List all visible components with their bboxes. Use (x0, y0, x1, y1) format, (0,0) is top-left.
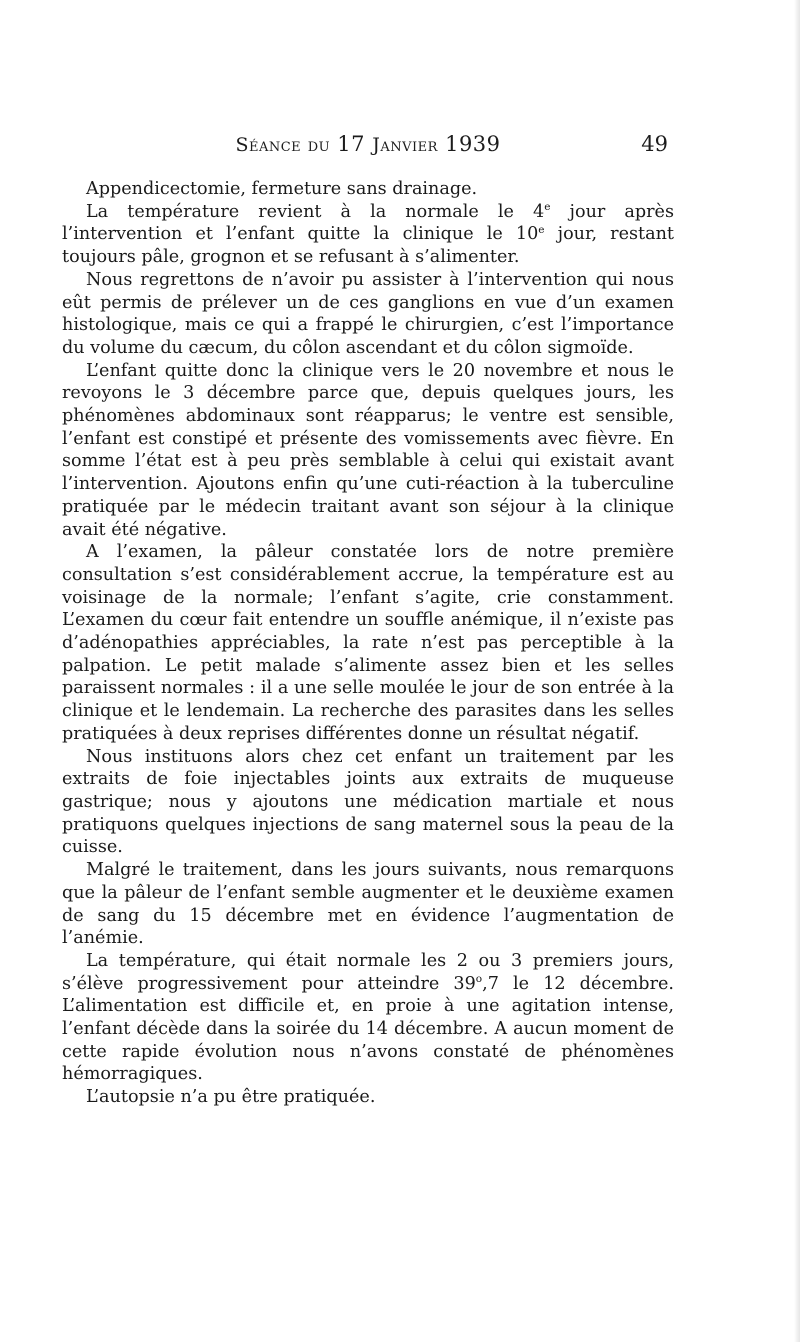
body-text (62, 178, 674, 1109)
paragraph-1: Appendicectomie, fermeture sans drainage. (86, 179, 478, 199)
paragraph-8-part-1: La température, qui était normale les 2 ou 3 premiers jours, s’élève progressivement pour atteindre 39 (62, 950, 674, 994)
paragraph-5: A l’examen, la pâleur constatée lors de notre première consultation s’est considérablement accrue, la température est au voisinage de la normale; l’enfant s’agite, crie constamment. L’examen du cœur fait entendre un souffle anémique, il n’existe pas d’adénopathies appréciables, la rate n’est pas perceptible à la palpation. Le petit malade s’alimente assez bien et les selles paraissent normales : il a une selle moulée le jour de son entrée à la clinique et le lendemain. La recherche des parasites dans les selles pratiquées à deux reprises différentes donne un résultat négatif. (62, 542, 674, 744)
paragraph-2-part-2: jour après l’intervention et l’enfant quitte la clinique le 10 (62, 201, 675, 245)
title-year: 1939 (445, 132, 501, 156)
paragraph-8-part-2: ,7 le 12 décembre. L’alimentation est difficile et, en proie à une agitation intense, l’enfant décède dans la soirée du 14 décembre. A aucun moment de cette rapide évolution nous n’avons constaté de phénomènes hémorragiques. (62, 973, 674, 1085)
paragraph-2-part-3: jour, restant toujours pâle, grognon et se refusant à s’alimenter. (62, 224, 674, 268)
paragraph-2-sup-1: e (544, 201, 551, 214)
paragraph-6: Nous instituons alors chez cet enfant un traitement par les extraits de foie injectables joints aux extraits de muqueuse gastrique; nous y ajoutons une médication martiale et nous pratiquons quelques injections de sang maternel sous la peau de la cuisse. (62, 746, 674, 858)
paragraph-8 (62, 950, 674, 1086)
paragraph-8-sup-1: o (475, 973, 483, 986)
paragraph-2-part-1: La température revient à la normale le 4 (86, 201, 545, 222)
title-day: 17 (337, 132, 366, 156)
running-header (62, 126, 674, 162)
paragraph-2-sup-2: e (538, 224, 545, 237)
title-prefix: Séance du (235, 134, 331, 156)
paragraph-7: Malgré le traitement, dans les jours suivants, nous remarquons que la pâleur de l’enfant semble augmenter et le deuxième examen de sang du 15 décembre met en évidence l’augmentation de l’anémie. (62, 860, 674, 949)
page-edge (794, 0, 800, 1342)
paragraph-9: L’autopsie n’a pu être pratiquée. (86, 1087, 376, 1108)
page-number: 49 (641, 132, 668, 156)
running-title (62, 132, 674, 156)
paragraph-2 (62, 201, 674, 269)
paragraph-3: Nous regrettons de n’avoir pu assister à l’intervention qui nous eût permis de prélever un de ces ganglions en vue d’un examen histologique, mais ce qui a frappé le chirurgien, c’est l’importance du volume du cæcum, du côlon ascendant et du côlon sigmoïde. (62, 269, 674, 358)
title-month: Janvier (372, 134, 438, 156)
paragraph-4: L’enfant quitte donc la clinique vers le 20 novembre et nous le revoyons le 3 décembre parce que, depuis quelques jours, les phénomènes abdominaux sont réapparus; le ventre est sensible, l’enfant est constipé et présente des vomissements avec fièvre. En somme l’état est à peu près semblable à celui qui existait avant l’intervention. Ajoutons enfin qu’une cuti-réaction à la tuberculine pratiquée par le médecin traitant avant son séjour à la clinique avait été négative. (62, 360, 674, 540)
